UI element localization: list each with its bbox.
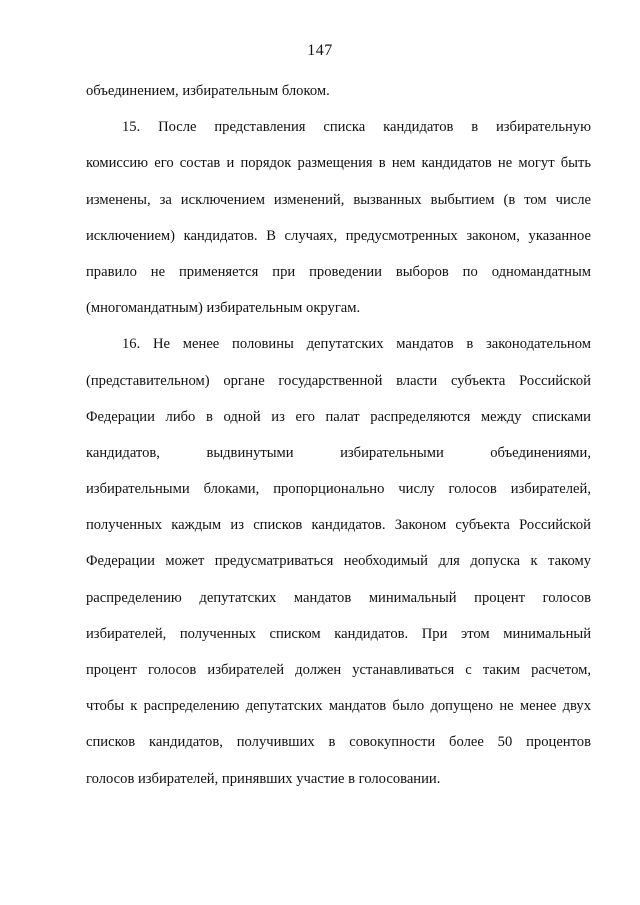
text-line: объединением, избирательным блоком. <box>86 83 330 99</box>
text-line: изменены, за исключением изменений, вызванных выбытием (в том числе <box>86 191 591 208</box>
text-line: (представительном) органе государственной власти субъекта Российской <box>86 372 591 389</box>
text-line: (многомандатным) избирательным округам. <box>86 300 361 317</box>
text-line: кандидатов, выдвинутыми избирательными объединениями, <box>86 444 591 461</box>
body-text <box>86 73 591 797</box>
text-line: комиссию его состав и порядок размещения в нем кандидатов не могут быть <box>86 155 591 172</box>
text-line: 15. После представления списка кандидатов в избирательную <box>122 119 591 136</box>
text-line: полученных каждым из списков кандидатов. Законом субъекта Российской <box>86 517 591 534</box>
text-line: Федерации может предусматриваться необходимый для допуска к такому <box>86 553 591 570</box>
text-line: процент голосов избирателей должен устанавливаться с таким расчетом, <box>86 662 591 678</box>
text-line: чтобы к распределению депутатских мандатов было допущено не менее двух <box>86 698 591 715</box>
paragraph-item-15 <box>86 109 591 326</box>
text-line: распределению депутатских мандатов минимальный процент голосов <box>86 589 591 606</box>
paragraph-continuation <box>86 73 591 109</box>
text-line: Федерации либо в одной из его палат распределяются между списками <box>86 408 591 425</box>
text-line: правило не применяется при проведении выборов по одномандатным <box>86 263 591 280</box>
page-number: 147 <box>307 42 333 59</box>
text-line: избирательными блоками, пропорционально числу голосов избирателей, <box>86 481 591 498</box>
text-line: избирателей, полученных списком кандидатов. При этом минимальный <box>86 625 591 642</box>
text-line: списков кандидатов, получивших в совокупности более 50 процентов <box>86 734 591 751</box>
text-line: исключением) кандидатов. В случаях, предусмотренных законом, указанное <box>86 227 591 244</box>
text-line: голосов избирателей, принявших участие в голосовании. <box>86 770 441 787</box>
text-line: 16. Не менее половины депутатских мандатов в законодательном <box>122 336 591 353</box>
paragraph-item-16 <box>86 326 591 796</box>
